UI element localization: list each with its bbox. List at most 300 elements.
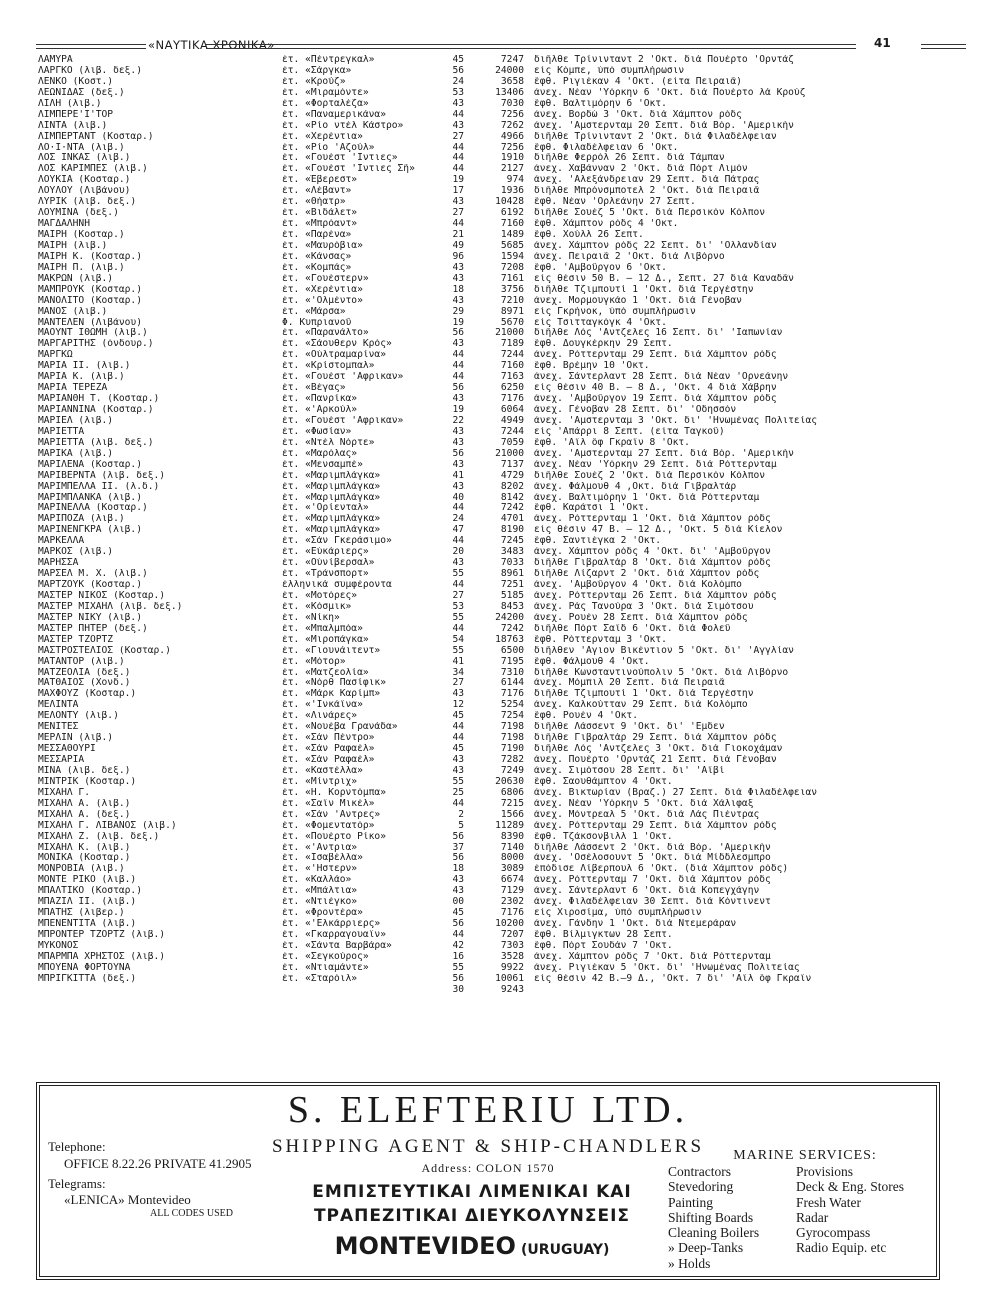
ship-year: 43 xyxy=(452,339,464,350)
ship-year: 44 xyxy=(452,350,464,361)
ship-row xyxy=(38,263,938,274)
ship-owner: ἐτ. «Σὰν Γκεράσιμο» xyxy=(282,536,392,547)
ship-movement: ἀνεχ. 'Οσέλοσουντ 5 'Οκτ. διὰ Μίδδλεσμπρο xyxy=(534,853,771,864)
ship-movement: εἰς θέσιν 50 Β. — 12 Δ., Σεπτ. 27 διὰ Καναδᾶν xyxy=(534,273,794,284)
ship-tonnage: 7208 xyxy=(500,262,524,273)
ship-tonnage: 8190 xyxy=(500,525,524,536)
ship-owner: ἐτ. «Ισαβέλλα» xyxy=(282,853,363,864)
ship-tonnage: 6144 xyxy=(500,678,524,689)
ship-name: ΛΟΥΜΙΝΑ (δεξ.) xyxy=(38,208,119,219)
ship-name: ΜΑΤΖΕΟΛΙΑ (δεξ.) xyxy=(38,667,131,678)
ship-tonnage: 6674 xyxy=(500,875,524,886)
ship-owner: ἐτ. «Σταρόιλ» xyxy=(282,973,358,984)
ship-tonnage: 1594 xyxy=(500,251,524,262)
ship-row xyxy=(38,350,938,361)
ship-tonnage: 3658 xyxy=(500,76,524,87)
ship-movements-table xyxy=(38,55,938,996)
ship-owner: ἐτ. «Μενσαμπὲ» xyxy=(282,459,363,470)
ship-name: ΛΑΡΓΚΟ (λιβ. δεξ.) xyxy=(38,65,142,76)
ship-name: ΜΕΝΙΤΕΣ xyxy=(38,722,79,733)
ship-row xyxy=(38,175,938,186)
ship-movement: εἰς Χιροσίμα, ὑπὸ συμπλήρωσιν xyxy=(534,908,702,919)
ship-owner: ἐτ. «Μπάλτια» xyxy=(282,886,358,897)
ship-row xyxy=(38,919,938,930)
ship-year: 19 xyxy=(452,175,464,186)
ship-tonnage: 1936 xyxy=(500,186,524,197)
ship-owner: ἐτ. «Ρίο ντέλ Κάστρο» xyxy=(282,120,404,131)
ship-tonnage: 1910 xyxy=(500,153,524,164)
greek-slogan-line2: ΤΡΑΠΕΖΙΤΙΚΑΙ ΔΙΕΥΚΟΛΥΝΣΕΙΣ xyxy=(313,1206,631,1226)
ship-year: 45 xyxy=(452,711,464,722)
city-line xyxy=(302,1232,642,1260)
ship-year: 53 xyxy=(452,601,464,612)
ship-movement: ἀνεχ. Ρόττερνταμ 29 Σεπτ. διὰ Χάμπτον ρόδς xyxy=(534,350,777,361)
ship-year: 24 xyxy=(452,76,464,87)
ship-row xyxy=(38,493,938,504)
ship-row xyxy=(38,471,938,482)
ship-movement: ἀνεχ. Ρουὲν 28 Σεπτ. διὰ Χάμπτον ρόδς xyxy=(534,612,748,623)
ship-row xyxy=(38,547,938,558)
ship-tonnage: 1566 xyxy=(500,809,524,820)
ship-tonnage: 6192 xyxy=(500,208,524,219)
ship-owner: ἐτ. «Χερέντια» xyxy=(282,131,363,142)
ship-owner: ἐτ. «Μαριμπλάγκα» xyxy=(282,481,381,492)
ship-movement: ἀνεχ. Ρὰς Τανούρα 3 'Οκτ. διὰ Σιμότσου xyxy=(534,601,754,612)
header-rule xyxy=(206,44,856,45)
ship-tonnage: 13406 xyxy=(495,87,524,98)
ship-year: 44 xyxy=(452,930,464,940)
ship-year: 56 xyxy=(452,448,464,459)
ship-tonnage: 7189 xyxy=(500,339,524,350)
ship-tonnage: 5685 xyxy=(500,240,524,251)
ship-movement: διῆλθε Τρίνινταντ 2 'Οκτ. διὰ Φιλαδέλφειαν xyxy=(534,131,777,142)
ship-name: ΜΟΝΡΟΒΙΑ (λιβ.) xyxy=(38,864,125,875)
ship-tonnage: 9922 xyxy=(500,962,524,973)
ship-name: ΜΑΡΙΑ ΤΕΡΕΖΑ xyxy=(38,383,108,394)
ship-year: 56 xyxy=(452,831,464,842)
ship-movement: εἰς 'Απάρρι 8 Σεπτ. (εἶτα Ταγκοῦ) xyxy=(534,426,725,437)
ship-year: 55 xyxy=(452,612,464,623)
ship-movement: ἔφθ. Πόρτ Σουδὰν 7 'Οκτ. xyxy=(534,940,673,951)
ship-owner: ἐτ. «Σὰν Πέντρο» xyxy=(282,733,375,744)
service-item: Provisions xyxy=(796,1164,854,1179)
ship-owner: ἑλληνικὰ συμφέροντα xyxy=(282,580,392,590)
ship-year: 43 xyxy=(452,262,464,273)
ship-owner: ἐτ. «Τράνσπορτ» xyxy=(282,569,369,580)
ship-movement: ἔφθ. Σαντιέγκα 2 'Οκτ. xyxy=(534,536,662,547)
ship-tonnage: 4701 xyxy=(500,514,524,525)
ship-movement: ἀνεχ. Σάντερλαντ 6 'Οκτ. διὰ Κοπεγχάγην xyxy=(534,886,760,897)
ship-movement: ἔφθ. 'Αμβοῦργον 6 'Οκτ. xyxy=(534,262,667,273)
ship-owner: ἐτ. «Ἐβερεστ» xyxy=(282,175,358,186)
ship-name: ΜΠΡΟΝΤΕΡ ΤΖΟΡΤΖ (λιβ.) xyxy=(38,930,166,940)
ship-name: ΜΑΤΘΑΙΟΣ (Χονδ.) xyxy=(38,678,131,689)
ship-owner: ἐτ. «Σὰν Ραφαέλ» xyxy=(282,755,375,765)
ship-movement: ἀνεχ. Μορμουγκάο 1 'Οκτ. διὰ Γένοβαν xyxy=(534,295,742,306)
header-rule xyxy=(921,48,966,49)
ship-movement: ἔφθ. Βαλτιμόρην 6 'Οκτ. xyxy=(534,98,667,109)
ship-owner: ἐτ. «Σαΐν Μικέλ» xyxy=(282,798,375,809)
service-item: Contractors xyxy=(668,1164,731,1179)
firm-description: SHIPPING AGENT & SHIP-CHANDLERS xyxy=(271,1136,705,1157)
service-item: Gyrocompass xyxy=(796,1225,871,1241)
ship-year: 47 xyxy=(452,525,464,536)
ship-name: ΜΙΝΤΡΙΚ (Κοσταρ.) xyxy=(38,776,137,787)
ship-name: ΜΑΡΙΚΑ (λιβ.) xyxy=(38,448,114,459)
ship-row xyxy=(38,930,938,941)
ship-name: ΜΑΡΙΝΕΛΛΑ (Κοσταρ.) xyxy=(38,503,148,514)
ship-year: 24 xyxy=(452,514,464,525)
services-title: MARINE SERVICES: xyxy=(733,1148,877,1163)
ship-row xyxy=(38,285,938,296)
ship-name: ΜΑΡΙΕΤΤΑ xyxy=(38,426,85,437)
ship-tonnage: 5185 xyxy=(500,590,524,601)
ship-row xyxy=(38,744,938,755)
ship-year: 27 xyxy=(452,678,464,689)
ship-row xyxy=(38,328,938,339)
ship-name: ΜΑΤΑΝΤΟΡ (λιβ.) xyxy=(38,656,125,667)
ship-tonnage: 7242 xyxy=(500,623,524,634)
services-left-list xyxy=(668,1164,759,1271)
ship-owner: ἐτ. «Ντιαμάντε» xyxy=(282,962,369,973)
ship-row xyxy=(38,503,938,514)
ship-year: 56 xyxy=(452,973,464,984)
ship-name: ΛΥΡΙΚ (λιβ. δεξ.) xyxy=(38,197,137,208)
ship-name: ΜΟΝΤΕ ΡΙΚΟ (λιβ.) xyxy=(38,875,137,886)
ship-movement: διῆλθε Σουέζ 2 'Οκτ. διὰ Περσικὸν Κόλπον xyxy=(534,470,766,481)
ship-tonnage: 7247 xyxy=(500,55,524,65)
ship-movement: διῆλθε Τζιμπουτὶ 1 'Οκτ. διὰ Τεργέστην xyxy=(534,284,754,295)
ship-year: 29 xyxy=(452,306,464,317)
ship-year: 5 xyxy=(458,820,464,831)
ship-row xyxy=(38,985,938,996)
ship-row xyxy=(38,853,938,864)
ship-movement: διῆλθε Λὸς 'Αντζελες 3 'Οκτ. διὰ Γιοκοχάμαν xyxy=(534,744,783,755)
ship-name: ΜΕΣΣΑΘΟΥΡΙ xyxy=(38,744,96,755)
service-item: Radio Equip. etc xyxy=(796,1240,887,1256)
ship-name: ΜΑΡΙΛΕΝΑ (Κοσταρ.) xyxy=(38,459,142,470)
ship-name: ΜΙΧΑΗΛ Α. (δεξ.) xyxy=(38,809,131,820)
ship-movement: ἀνεχ. Ρόττερνταμ 26 Σεπτ. διὰ Χάμπτον ρόδς xyxy=(534,590,777,601)
ship-tonnage: 18763 xyxy=(495,634,524,645)
ship-tonnage: 7137 xyxy=(500,459,524,470)
ship-tonnage: 7245 xyxy=(500,536,524,547)
ship-row xyxy=(38,668,938,679)
ship-movement: ἀνεχ. Φάλμουθ 4 ,Οκτ. διὰ Γιβραλτὰρ xyxy=(534,481,737,492)
ship-movement: διῆλθε Κωνσταντινούπολιν 5 'Οκτ. διὰ Λιβόρνο xyxy=(534,667,789,678)
ship-movement: ἀνεχ. Ριγιέκαν 5 'Οκτ. δι' 'Ηνωμένας Πολιτείας xyxy=(534,962,800,973)
ship-movement: εἰς θέσιν 47 Β. — 12 Δ., 'Οκτ. 5 διὰ Κίελον xyxy=(534,525,783,536)
ship-movement: διῆλθε Λάσσεντ 9 'Οκτ. δι' 'Εμδεν xyxy=(534,722,725,733)
ship-tonnage: 6064 xyxy=(500,405,524,415)
ship-row xyxy=(38,963,938,974)
ship-movement: ἔφθ. Δουγκέρκην 29 Σεπτ. xyxy=(534,339,673,350)
ship-owner: ἐτ. «'Ηστερν» xyxy=(282,864,358,875)
ship-name: ΜΑΓΔΑΛΗΝΗ xyxy=(38,219,90,230)
ship-movement: ἀνεχ. Νέαν 'Υόρκην 29 Σεπτ. διὰ Ρόττερνταμ xyxy=(534,459,777,470)
ship-name: ΜΠΑΤΗΣ (λιβερ.) xyxy=(38,908,125,919)
services-right-list xyxy=(796,1164,904,1256)
ship-tonnage: 6806 xyxy=(500,787,524,798)
ship-movement: εἰς Κόμπε, ὑπὸ συμπλήρωσιν xyxy=(534,65,685,76)
ship-row xyxy=(38,197,938,208)
ship-tonnage: 7129 xyxy=(500,886,524,897)
ship-name: ΜΑΡΗΣΣΑ xyxy=(38,558,79,569)
ship-year: 43 xyxy=(452,437,464,448)
ship-name: ΜΑΡΙΑΝΘΗ Τ. (Κοσταρ.) xyxy=(38,394,160,405)
ship-movement: ἀνεχ. 'Αμστερνταμ 20 Σεπτ. διὰ Βόρ. 'Αμερικὴν xyxy=(534,120,794,131)
ship-name: ΛΟΥΛΟΥ (Λιβάνου) xyxy=(38,186,131,197)
ship-owner: ἐτ. «Λέβαντ» xyxy=(282,186,352,197)
ship-row xyxy=(38,689,938,700)
ship-year: 43 xyxy=(452,755,464,765)
ship-owner: ἐτ. «Κρούζ» xyxy=(282,76,346,87)
telephone-label: Telephone: xyxy=(48,1139,106,1154)
city-name: MONTEVIDEO xyxy=(334,1232,516,1260)
ship-tonnage: 8453 xyxy=(500,601,524,612)
ship-row xyxy=(38,110,938,121)
ship-movement: ἀνεχ. Φιλαδέλφειαν 30 Σεπτ. διὰ Κόντινεντ xyxy=(534,897,771,908)
ship-name: ΜΑΡΙΒΕΡΝΤΑ (λιβ. δεξ.) xyxy=(38,470,166,481)
ship-tonnage: 8961 xyxy=(500,569,524,580)
ship-year: 44 xyxy=(452,722,464,733)
ship-row xyxy=(38,88,938,99)
ship-tonnage: 7190 xyxy=(500,744,524,755)
ship-tonnage: 7030 xyxy=(500,98,524,109)
ship-movement: ἀνεχ. Πειραιᾶ 2 'Οκτ. διὰ Λιβόρνο xyxy=(534,251,725,262)
ship-row xyxy=(38,558,938,569)
ship-year: 16 xyxy=(452,951,464,962)
ship-name: ΛΟ·Ι·ΝΤΑ (λιβ.) xyxy=(38,142,125,153)
ship-year: 44 xyxy=(452,798,464,809)
ship-owner: ἐτ. «Γουέστ 'Αφρικαν» xyxy=(282,372,404,383)
telegrams-label: Telegrams: xyxy=(48,1176,106,1191)
ship-year: 56 xyxy=(452,853,464,864)
ship-year: 12 xyxy=(452,700,464,711)
ship-owner: ἐτ. «Μπαλμπόα» xyxy=(282,623,363,634)
ship-year: 45 xyxy=(452,744,464,755)
ship-name: ΜΑΧΦΟΥΖ (Κοσταρ.) xyxy=(38,689,137,700)
ship-year: 56 xyxy=(452,383,464,394)
ship-row xyxy=(38,733,938,744)
ship-owner: ἐτ. «Φροντέρα» xyxy=(282,908,363,919)
ship-name: ΜΕΛΟΝΤΥ (λιβ.) xyxy=(38,711,119,722)
ship-movement: διῆλθε Σουέζ 5 'Οκτ. διὰ Περσικὸν Κόλπον xyxy=(534,208,766,219)
ship-year: 27 xyxy=(452,208,464,219)
ship-name: ΜΑΡΙΠΟΖΑ (λιβ.) xyxy=(38,514,125,525)
ship-name: ΜΙΧΑΗΛ Γ. xyxy=(38,787,90,798)
ship-movement: διῆλθε Γιβραλτὰρ 29 Σεπτ. διὰ Χάμπτον ρόδς xyxy=(534,733,777,744)
ship-name: ΜΑΡΙΑ ΙΙ. (λιβ.) xyxy=(38,361,131,372)
ship-owner: ἐτ. «Μάρσα» xyxy=(282,306,346,317)
ship-name: ΜΙΧΑΗΛ Γ. ΛΙΒΑΝΟΣ (λιβ.) xyxy=(38,820,177,831)
ship-row xyxy=(38,700,938,711)
ship-tonnage: 10200 xyxy=(495,919,524,930)
ship-row xyxy=(38,591,938,602)
ship-year: 43 xyxy=(452,295,464,306)
ship-name: ΜΟΝΙΚΑ (Κοσταρ.) xyxy=(38,853,131,864)
ship-tonnage: 6500 xyxy=(500,645,524,656)
ship-owner: ἐτ. «Κάνσας» xyxy=(282,251,352,262)
ship-movement: εἰς θέσιν 40 Β. — 8 Δ., 'Οκτ. 4 διὰ Χάβρην xyxy=(534,383,777,394)
ship-movement: ἀνεχ. Ρόττερνταμ 1 'Οκτ. διὰ Χάμπτον ρόδς xyxy=(534,514,771,525)
ship-movement: ἀνεχ. Σάντερλαντ 28 Σεπτ. διὰ Νέαν 'Ορνεάνην xyxy=(534,372,789,383)
ship-name: ΜΑΡΚΕΛΛΑ xyxy=(38,536,85,547)
ship-tonnage: 21000 xyxy=(495,328,524,339)
ship-tonnage: 5254 xyxy=(500,700,524,711)
ship-movement: διῆλθε Φερρόλ 26 Σεπτ. διὰ Τάμπαν xyxy=(534,153,725,164)
ship-row xyxy=(38,766,938,777)
ship-name: ΜΑΝΟΛΙΤΟ (Κοσταρ.) xyxy=(38,295,142,306)
ship-owner: ἐτ. «Κομπάς» xyxy=(282,262,352,273)
ship-year: 43 xyxy=(452,98,464,109)
ship-year: 27 xyxy=(452,131,464,142)
ship-owner: ἐτ. «Μίντριχ» xyxy=(282,776,358,787)
ship-movement: ἀνεχ. 'Αλεξάνδρειαν 29 Σεπτ. διὰ Πάτρας xyxy=(534,175,760,186)
ship-tonnage: 7033 xyxy=(500,558,524,569)
ship-row xyxy=(38,657,938,668)
ship-movement: εἰς Τσιτταγκὸγκ 4 'Οκτ. xyxy=(534,317,667,328)
telephone-value: OFFICE 8.22.26 PRIVATE 41.2905 xyxy=(64,1156,252,1171)
ship-movement: ἀνεχ. Χάμπτον ρόδς 22 Σεπτ. δι' 'Ολλανδίαν xyxy=(534,240,777,251)
ship-name: ΛΙΝΤΑ (λιβ.) xyxy=(38,120,108,131)
ship-tonnage: 7256 xyxy=(500,142,524,153)
ship-name: ΜΑΣΤΕΡ ΠΗΤΕΡ (δεξ.) xyxy=(38,623,148,634)
ship-owner: ἐτ. «Μαρόλας» xyxy=(282,448,358,459)
ship-year: 25 xyxy=(452,787,464,798)
ship-name: ΜΑΙΡΗ (λιβ.) xyxy=(38,240,108,251)
ship-owner: ἐτ. «Μότορ» xyxy=(282,656,346,667)
ship-owner: ἐτ. «Μαυρόβια» xyxy=(282,240,363,251)
ship-name: ΜΥΚΟΝΟΣ xyxy=(38,940,79,951)
ship-owner: ἐτ. «Πανρίκα» xyxy=(282,394,358,405)
ship-name: ΜΠΑΖΙΛ ΙΙ. (λιβ.) xyxy=(38,897,137,908)
ship-year: 43 xyxy=(452,481,464,492)
ship-year: 44 xyxy=(452,361,464,372)
ship-owner: ἐτ. «'Αντρια» xyxy=(282,842,358,853)
ship-movement: ἔφθ. Φάλμουθ 4 'Οκτ. xyxy=(534,656,650,667)
ship-movement: εἰς Γκρήνοκ, ὑπὸ συμπλήρωσιν xyxy=(534,306,696,317)
ship-owner: ἐτ. «'Ινκάϊνα» xyxy=(282,700,363,711)
ship-row xyxy=(38,186,938,197)
telegrams-value: «LENICA» Montevideo xyxy=(64,1192,191,1207)
ship-year: 41 xyxy=(452,470,464,481)
ship-owner: ἐτ. «Παρανάλτο» xyxy=(282,328,369,339)
ship-row xyxy=(38,208,938,219)
ship-owner: ἐτ. «Μοτόρες» xyxy=(282,590,358,601)
ship-name: ΜΑΡΚΟΣ (λιβ.) xyxy=(38,547,114,558)
ship-name: ΜΑΡΙΜΠΛΑΝΚΑ (λιβ.) xyxy=(38,492,142,503)
ship-tonnage: 8000 xyxy=(500,853,524,864)
ship-owner: ἐτ. «Χερέντια» xyxy=(282,284,363,295)
ship-row xyxy=(38,99,938,110)
ship-tonnage: 7256 xyxy=(500,109,524,120)
ship-year: 44 xyxy=(452,142,464,153)
ship-row xyxy=(38,711,938,722)
ship-year: 49 xyxy=(452,240,464,251)
ship-row xyxy=(38,405,938,416)
firm-name: S. ELEFTERIU LTD. xyxy=(287,1089,689,1131)
ship-owner: ἐτ. «Παρένα» xyxy=(282,230,352,240)
ship-name: ΜΠΑΛΤΙΚΟ (Κοσταρ.) xyxy=(38,886,142,897)
ship-row xyxy=(38,580,938,591)
ship-tonnage: 7207 xyxy=(500,930,524,940)
ship-owner: ἐτ. «Γιουνάιτεντ» xyxy=(282,645,381,656)
header-rule xyxy=(206,48,856,49)
ship-row xyxy=(38,460,938,471)
ship-name: ΜΕΡΛΙΝ (λιβ.) xyxy=(38,733,114,744)
ship-tonnage: 7198 xyxy=(500,722,524,733)
ship-tonnage: 3528 xyxy=(500,951,524,962)
ship-year: 43 xyxy=(452,689,464,700)
ship-year: 44 xyxy=(452,372,464,383)
greek-slogan-line1: ΕΜΠΙΣΤΕΥΤΙΚΑΙ ΛΙΜΕΝΙΚΑΙ ΚΑΙ xyxy=(312,1182,632,1202)
ship-owner: ἐτ. «Σάργκα» xyxy=(282,65,352,76)
ship-name: ΜΑΣΤΕΡ ΤΖΟΡΤΖ xyxy=(38,634,114,645)
ship-row xyxy=(38,635,938,646)
ship-row xyxy=(38,897,938,908)
ship-year: 54 xyxy=(452,634,464,645)
ship-owner: ἐτ. «Η. Κορντόμπα» xyxy=(282,787,386,798)
ship-tonnage: 1489 xyxy=(500,230,524,240)
ship-movement: ἔφθ. 'Αϊλ ὄφ Γκραΐν 8 'Οκτ. xyxy=(534,437,690,448)
codes-note: ALL CODES USED xyxy=(150,1208,233,1219)
ship-name: ΜΠΑΡΜΠΑ ΧΡΗΣΤΟΣ (λιβ.) xyxy=(38,951,166,962)
service-item: Cleaning Boilers xyxy=(668,1225,760,1241)
ship-owner: ἐτ. «Πουέρτο Ρίκο» xyxy=(282,831,386,842)
ship-tonnage: 7176 xyxy=(500,394,524,405)
ship-movement: διῆλθε Λάσσεντ 2 'Οκτ. διὰ Βόρ. 'Αμερικὴν xyxy=(534,842,771,853)
ship-name: ΜΑΡΓΑΡΙΤΗΣ (ὀνδουρ.) xyxy=(38,339,154,350)
ship-tonnage: 7282 xyxy=(500,755,524,765)
ship-name: ΜΑΝΟΣ (λιβ.) xyxy=(38,306,108,317)
firm-address: Address: COLON 1570 xyxy=(421,1161,555,1175)
ship-tonnage: 5670 xyxy=(500,317,524,328)
ship-name: ΜΑΙΡΗ (Κοσταρ.) xyxy=(38,230,125,240)
ship-name: ΜΑΡΣΕΛ Μ. Χ. (λιβ.) xyxy=(38,569,148,580)
ship-row xyxy=(38,864,938,875)
ship-owner: ἐτ. «Κόσμικ» xyxy=(282,601,352,612)
ship-year: 00 xyxy=(452,897,464,908)
ship-year: 44 xyxy=(452,536,464,547)
ship-movement: διῆλθε Γιβραλτὰρ 8 'Οκτ. διὰ Χάμπτον ρόδς xyxy=(534,558,771,569)
ship-owner: ἐτ. «Νὸρθ Πασίφικ» xyxy=(282,678,386,689)
ship-name: ΜΑΣΤΕΡ ΜΙΧΑΗΛ (λιβ. δεξ.) xyxy=(38,601,183,612)
service-item: Radar xyxy=(796,1209,829,1225)
ship-row xyxy=(38,875,938,886)
ship-year: 44 xyxy=(452,153,464,164)
ship-owner: ἐτ. «Μαριμπλάγκα» xyxy=(282,525,381,536)
ship-movement: διῆλθε Πὸρτ Σαΐδ 6 'Οκτ. διὰ Φολεῦ xyxy=(534,623,731,634)
ship-owner: ἐτ. «Ντέλ Νόρτε» xyxy=(282,437,375,448)
ship-row xyxy=(38,482,938,493)
ship-tonnage: 3089 xyxy=(500,864,524,875)
ship-movement: ἀνεχ. Ρόττερνταμ 7 'Οκτ. διὰ Χάμπτον ρόδς xyxy=(534,875,771,886)
service-item: Fresh Water xyxy=(796,1194,862,1210)
ship-year: 40 xyxy=(452,492,464,503)
ship-movement: ἔφθ. Χοὺλλ 26 Σεπτ. xyxy=(534,230,644,240)
ship-year: 45 xyxy=(452,55,464,65)
ship-year: 21 xyxy=(452,230,464,240)
ship-tonnage: 8142 xyxy=(500,492,524,503)
ship-name: ΜΑΡΙΑΝΝΙΝΑ (Κοσταρ.) xyxy=(38,405,154,415)
ship-year: 55 xyxy=(452,776,464,787)
ship-owner: ἐτ. «'Αρκούλ» xyxy=(282,405,358,415)
ship-row xyxy=(38,908,938,919)
ship-year: 44 xyxy=(452,109,464,120)
ship-row xyxy=(38,810,938,821)
ship-tonnage: 9243 xyxy=(500,984,524,995)
